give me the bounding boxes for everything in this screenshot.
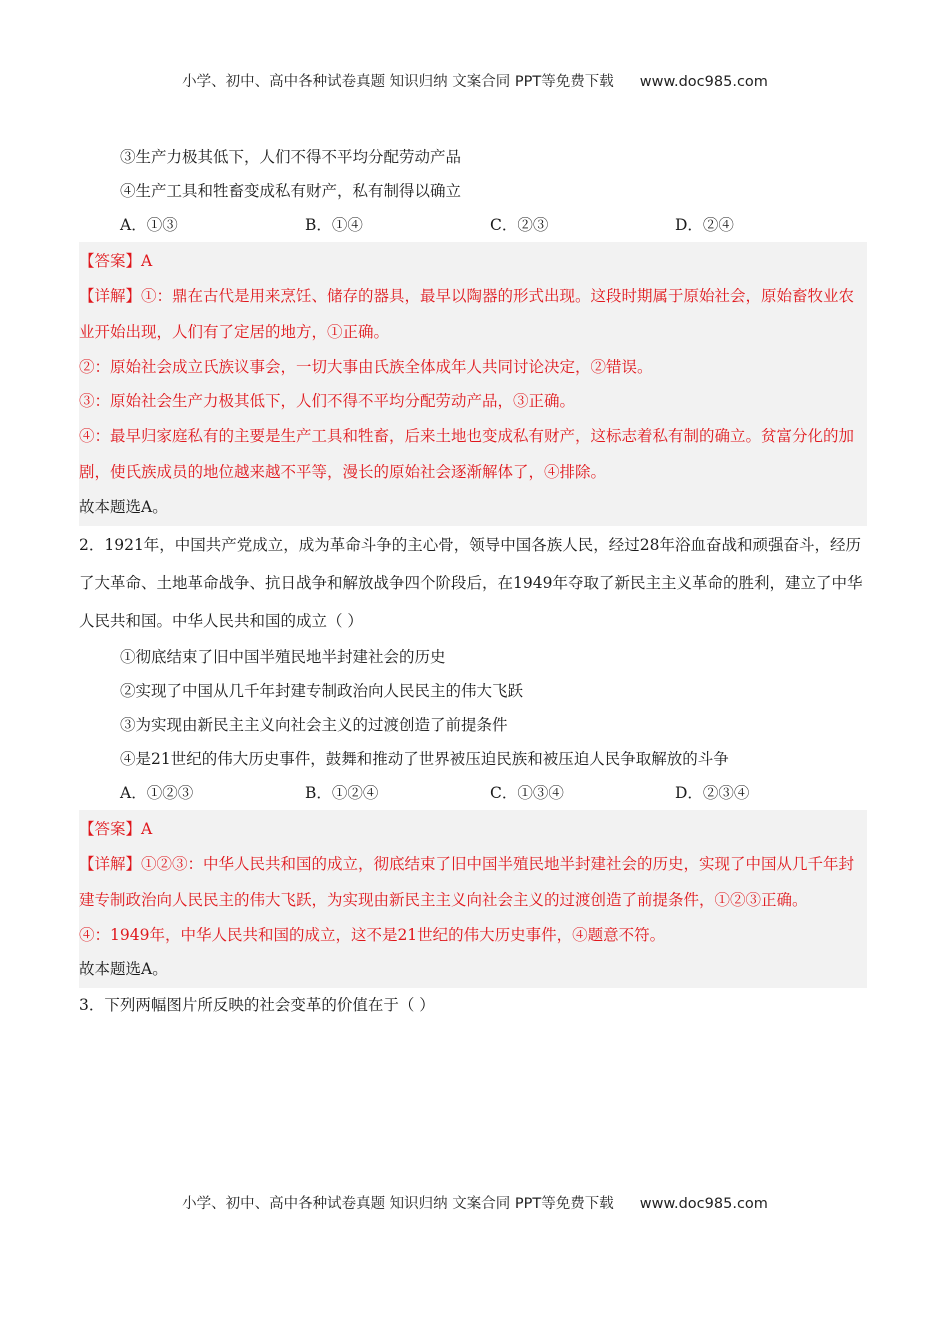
q3-stem: 3．下列两幅图片所反映的社会变革的价值在于（ ） bbox=[79, 996, 435, 1014]
page-footer bbox=[0, 1192, 950, 1213]
footer-site: www.doc985.com bbox=[639, 1196, 768, 1212]
q1-item-3: ③生产力极其低下，人们不得不平均分配劳动产品 bbox=[120, 148, 462, 166]
q1-option-b: B．①④ bbox=[305, 216, 363, 234]
q2-option-a: A．①②③ bbox=[120, 784, 194, 802]
q2-item-2: ②实现了中国从几千年封建专制政治向人民民主的伟大飞跃 bbox=[120, 682, 524, 700]
q2-stem: 2．1921年，中国共产党成立，成为革命斗争的主心骨，领导中国各族人民，经过28年浴血奋战和顽强奋斗，经历了大革命、土地革命战争、抗日战争和解放战争四个阶段后，在1949年夺取了新民主主义革命的胜利，建立了中华人民共和国。中华人民共和国的成立（ ） bbox=[79, 536, 863, 630]
header-site: www.doc985.com bbox=[639, 74, 768, 90]
q1-detail-2: ②：原始社会成立氏族议事会，一切大事由氏族全体成年人共同讨论决定，②错误。 bbox=[79, 358, 653, 376]
question-1 bbox=[79, 140, 867, 526]
footer-text: 小学、初中、高中各种试卷真题 知识归纳 文案合同 PPT等免费下载 bbox=[182, 1196, 614, 1212]
q2-options bbox=[117, 776, 869, 810]
q2-item-3: ③为实现由新民主主义向社会主义的过渡创造了前提条件 bbox=[120, 716, 508, 734]
q1-answer: 【答案】A bbox=[79, 252, 153, 270]
q2-option-c: C．①③④ bbox=[490, 784, 564, 802]
q2-detail-1: 【详解】①②③：中华人民共和国的成立，彻底结束了旧中国半殖民地半封建社会的历史，实现了中国从几千年封建专制政治向人民民主的伟大飞跃，为实现由新民主主义向社会主义的过渡创造了前提条件，①②③正确。 bbox=[79, 855, 855, 909]
q1-option-a: A．①③ bbox=[120, 216, 178, 234]
q1-item-4: ④生产工具和牲畜变成私有财产，私有制得以确立 bbox=[120, 182, 462, 200]
question-3 bbox=[79, 988, 869, 1022]
page-content bbox=[79, 140, 867, 1022]
header-text: 小学、初中、高中各种试卷真题 知识归纳 文案合同 PPT等免费下载 bbox=[182, 74, 614, 90]
q1-option-c: C．②③ bbox=[490, 216, 549, 234]
q2-item-4: ④是21世纪的伟大历史事件，鼓舞和推动了世界被压迫民族和被压迫人民争取解放的斗争 bbox=[120, 750, 729, 768]
question-2 bbox=[79, 526, 869, 988]
q1-options bbox=[117, 208, 867, 242]
q2-answer: 【答案】A bbox=[79, 820, 153, 838]
q1-conclusion: 故本题选A。 bbox=[79, 498, 168, 516]
q1-detail-1: 【详解】①：鼎在古代是用来烹饪、储存的器具，最早以陶器的形式出现。这段时期属于原始社会，原始畜牧业农业开始出现，人们有了定居的地方，①正确。 bbox=[79, 287, 855, 341]
q1-option-d: D．②④ bbox=[675, 216, 734, 234]
q2-conclusion: 故本题选A。 bbox=[79, 960, 168, 978]
q2-option-d: D．②③④ bbox=[675, 784, 750, 802]
page-header bbox=[0, 70, 950, 91]
q1-answer-box bbox=[79, 242, 867, 526]
q1-detail-4: ④：最早归家庭私有的主要是生产工具和牲畜，后来土地也变成私有财产，这标志着私有制的确立。贫富分化的加剧，使氏族成员的地位越来越不平等，漫长的原始社会逐渐解体了，④排除。 bbox=[79, 427, 855, 481]
q2-detail-2: ④：1949年，中华人民共和国的成立，这不是21世纪的伟大历史事件，④题意不符。 bbox=[79, 926, 666, 944]
q2-option-b: B．①②④ bbox=[305, 784, 379, 802]
q1-detail-3: ③：原始社会生产力极其低下，人们不得不平均分配劳动产品，③正确。 bbox=[79, 392, 576, 410]
q2-answer-box bbox=[79, 810, 867, 988]
q2-item-1: ①彻底结束了旧中国半殖民地半封建社会的历史 bbox=[120, 648, 446, 666]
